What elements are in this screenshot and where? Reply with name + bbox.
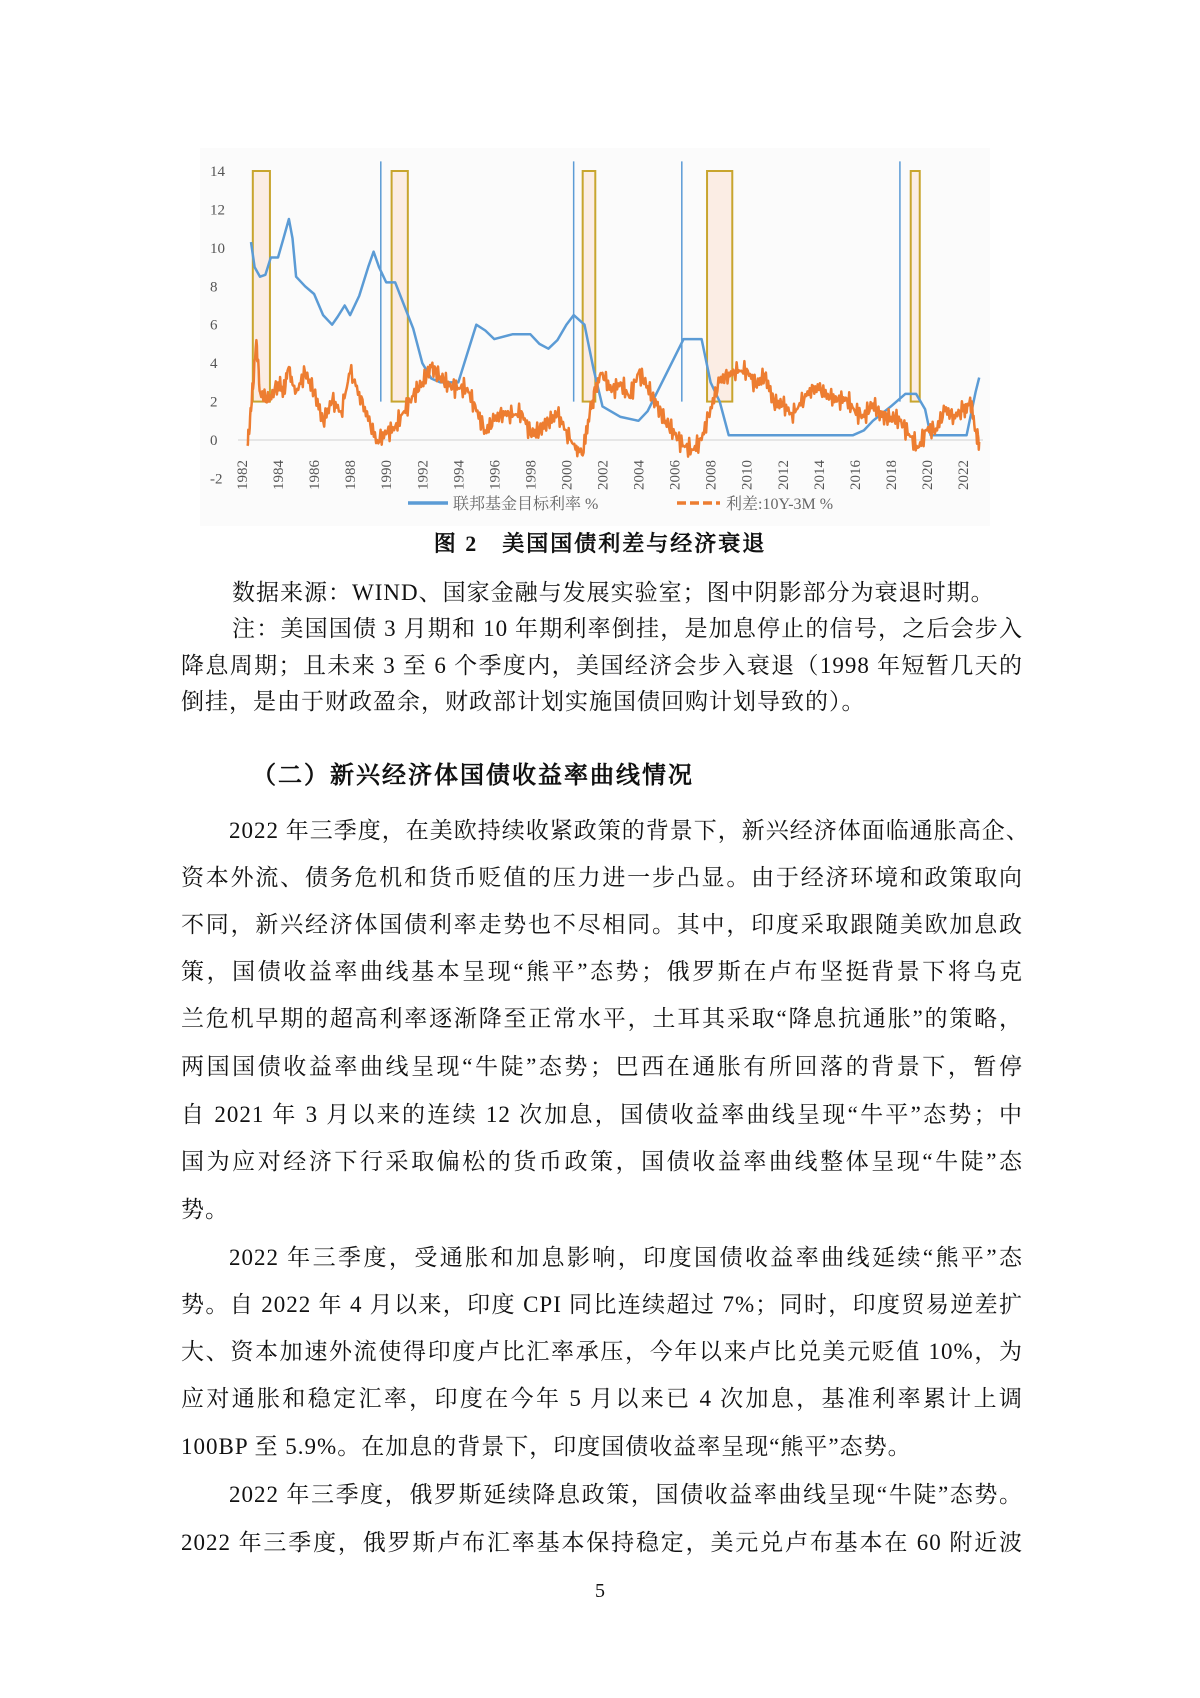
recession-shading (911, 171, 920, 402)
recession-shading (392, 171, 408, 402)
note-line: 注：美国国债 3 月期和 10 年期利率倒挂，是加息停止的信号，之后会步入 (232, 616, 1023, 641)
y-tick-label: 6 (210, 317, 218, 334)
paragraph-line: 2022 年三季度，俄罗斯延续降息政策，国债收益率曲线呈现“牛陡”态势。 (229, 1482, 1023, 1507)
chart-svg (200, 148, 990, 526)
y-tick-label: -2 (210, 471, 223, 488)
y-tick-label: 8 (210, 279, 218, 296)
paragraph-line: 策，国债收益率曲线基本呈现“熊平”态势；俄罗斯在卢布坚挺背景下将乌克 (181, 959, 1023, 984)
paragraph-line: 势。自 2022 年 4 月以来，印度 CPI 同比连续超过 7%；同时，印度贸易逆差扩 (181, 1292, 1023, 1317)
paragraph-line: 2022 年三季度，在美欧持续收紧政策的背景下，新兴经济体面临通胀高企、 (229, 818, 1030, 843)
y-tick-label: 14 (210, 164, 225, 180)
x-tick-label: 1982 (235, 460, 251, 490)
x-tick-label: 2018 (883, 460, 900, 490)
x-tick-label: 2010 (739, 460, 756, 490)
x-tick-label: 2020 (919, 460, 936, 490)
figure-caption: 图 2 美国国债利差与经济衰退 (433, 531, 767, 556)
y-tick-label: 2 (210, 394, 218, 411)
x-tick-label: 2016 (847, 460, 864, 490)
legend-label-fed-funds: 联邦基金目标利率 % (453, 496, 599, 513)
recession-shading (707, 171, 732, 402)
x-tick-label: 1988 (343, 460, 360, 490)
x-tick-label: 2012 (775, 460, 792, 490)
x-tick-label: 2006 (667, 460, 684, 490)
x-tick-label: 2004 (631, 460, 648, 490)
paragraph-line: 自 2021 年 3 月以来的连续 12 次加息，国债收益率曲线呈现“牛平”态势；中 (181, 1102, 1023, 1127)
paragraph-line: 2022 年三季度，受通胀和加息影响，印度国债收益率曲线延续“熊平”态 (229, 1245, 1023, 1270)
x-tick-label: 1998 (523, 460, 540, 490)
note-line: 倒挂，是由于财政盈余，财政部计划实施国债回购计划导致的）。 (181, 689, 866, 714)
paragraph-line: 势。 (181, 1197, 229, 1222)
chart-us-yield-spread-recession (200, 148, 990, 526)
paragraph-line: 100BP 至 5.9%。在加息的背景下，印度国债收益率呈现“熊平”态势。 (181, 1434, 912, 1459)
x-tick-label: 1996 (487, 460, 504, 490)
x-tick-label: 1994 (451, 460, 468, 490)
data-source-note: 数据来源：WIND、国家金融与发展实验室；图中阴影部分为衰退时期。 (232, 580, 995, 605)
paragraph-line: 资本外流、债务危机和货币贬值的压力进一步凸显。由于经济环境和政策取向 (181, 865, 1023, 890)
x-tick-label: 2008 (703, 460, 720, 490)
y-tick-label: 4 (210, 356, 218, 373)
paragraph-line: 国为应对经济下行采取偏松的货币政策，国债收益率曲线整体呈现“牛陡”态 (181, 1149, 1023, 1174)
page-number: 5 (595, 1580, 605, 1602)
note-line: 降息周期；且未来 3 至 6 个季度内，美国经济会步入衰退（1998 年短暂几天的 (181, 653, 1023, 678)
legend-label-spread: 利差:10Y-3M % (726, 496, 834, 513)
x-tick-label: 2022 (956, 460, 972, 490)
x-tick-label: 1990 (379, 460, 396, 490)
paragraph-line: 不同，新兴经济体国债利率走势也不尽相同。其中，印度采取跟随美欧加息政 (181, 912, 1023, 937)
paragraph-line: 2022 年三季度，俄罗斯卢布汇率基本保持稳定，美元兑卢布基本在 60 附近波 (181, 1530, 1023, 1555)
paragraph-line: 兰危机早期的超高利率逐渐降至正常水平，土耳其采取“降息抗通胀”的策略， (181, 1006, 1023, 1031)
x-tick-label: 2000 (559, 460, 576, 490)
y-tick-label: 0 (210, 433, 218, 449)
x-tick-label: 2002 (595, 460, 612, 490)
x-tick-label: 1986 (307, 460, 324, 490)
x-tick-label: 1992 (415, 460, 432, 490)
series-line-10y-3m-spread (247, 340, 979, 457)
paragraph-line: 大、资本加速外流使得印度卢比汇率承压，今年以来卢比兑美元贬值 10%，为 (181, 1339, 1023, 1364)
y-tick-label: 12 (210, 202, 225, 219)
paragraph-line: 应对通胀和稳定汇率，印度在今年 5 月以来已 4 次加息，基准利率累计上调 (181, 1386, 1023, 1411)
paragraph-line: 两国国债收益率曲线呈现“牛陡”态势；巴西在通胀有所回落的背景下，暂停 (181, 1054, 1023, 1079)
x-tick-label: 2014 (811, 460, 828, 490)
y-tick-label: 10 (210, 240, 225, 257)
x-tick-label: 1984 (271, 460, 288, 490)
section-heading: （二）新兴经济体国债收益率曲线情况 (252, 763, 694, 789)
